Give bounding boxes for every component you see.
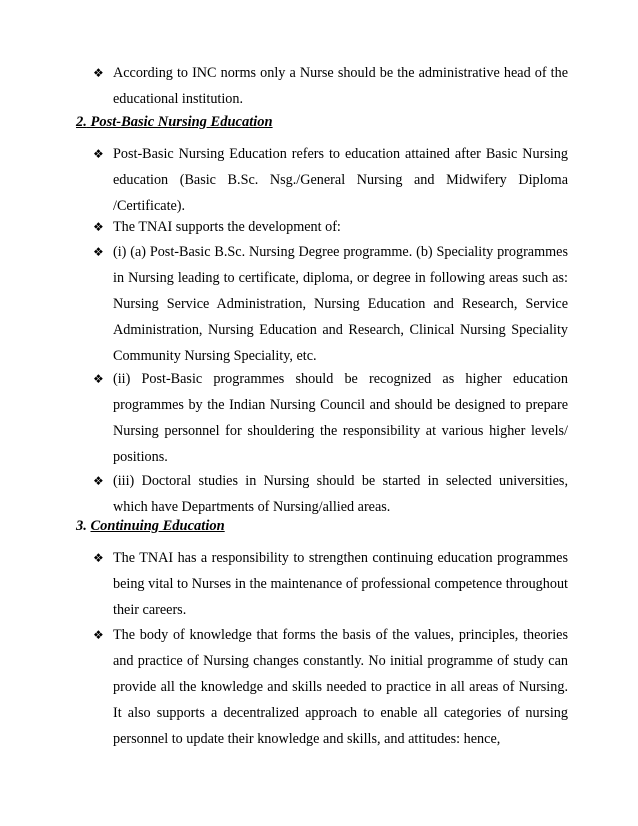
diamond-bullet-icon: ❖ <box>93 220 104 234</box>
section-title: Post-Basic Nursing Education <box>86 114 273 130</box>
bullet-tnai-supports <box>93 214 568 240</box>
bullet-text: (i) (a) Post-Basic B.Sc. Nursing Degree programme. (b) Speciality programmes in Nursing leading to certificate, diploma, or degree in following areas such as: Nursing Service Administration, Nursing Education and Research, Service Administration, Nursing Education and Research, Clinical Nursing Speciality Community Nursing Speciality, etc. <box>113 244 568 364</box>
diamond-bullet-icon: ❖ <box>93 551 104 565</box>
bullet-text: The body of knowledge that forms the basis of the values, principles, theories and practice of Nursing changes constantly. No initial programme of study can provide all the knowledge and skills needed to practice in all areas of Nursing. It also supports a decentralized approach to enable all categories of nursing personnel to update their knowledge and skills, and attitudes: hence, <box>113 627 568 747</box>
bullet-point-i <box>93 239 568 369</box>
bullet-body-of-knowledge <box>93 622 568 752</box>
diamond-bullet-icon: ❖ <box>93 245 104 259</box>
diamond-bullet-icon: ❖ <box>93 372 104 386</box>
bullet-text: Post-Basic Nursing Education refers to education attained after Basic Nursing education (Basic B.Sc. Nsg./General Nursing and Midwifery Diploma /Certificate). <box>113 146 568 214</box>
diamond-bullet-icon: ❖ <box>93 474 104 488</box>
bullet-text: According to INC norms only a Nurse should be the administrative head of the educational institution. <box>113 65 568 107</box>
section-heading-post-basic <box>76 109 273 135</box>
bullet-text: The TNAI supports the development of: <box>113 219 341 235</box>
bullet-inc-norms <box>93 60 568 112</box>
bullet-text: (iii) Doctoral studies in Nursing should be started in selected universities, which have Departments of Nursing/allied areas. <box>113 473 568 515</box>
section-number: 3. <box>76 518 91 534</box>
section-heading-continuing <box>76 513 225 539</box>
bullet-post-basic-definition <box>93 141 568 219</box>
bullet-text: The TNAI has a responsibility to strengthen continuing education programmes being vital to Nurses in the maintenance of professional competence throughout their careers. <box>113 550 568 618</box>
bullet-point-ii <box>93 366 568 470</box>
section-number: 2. <box>76 114 87 130</box>
bullet-text: (ii) Post-Basic programmes should be recognized as higher education programmes by the Indian Nursing Council and should be designed to prepare Nursing personnel for shouldering the responsibility at various higher levels/ positions. <box>113 371 568 465</box>
bullet-tnai-responsibility <box>93 545 568 623</box>
diamond-bullet-icon: ❖ <box>93 66 104 80</box>
section-title: Continuing Education <box>90 518 225 534</box>
diamond-bullet-icon: ❖ <box>93 628 104 642</box>
diamond-bullet-icon: ❖ <box>93 147 104 161</box>
